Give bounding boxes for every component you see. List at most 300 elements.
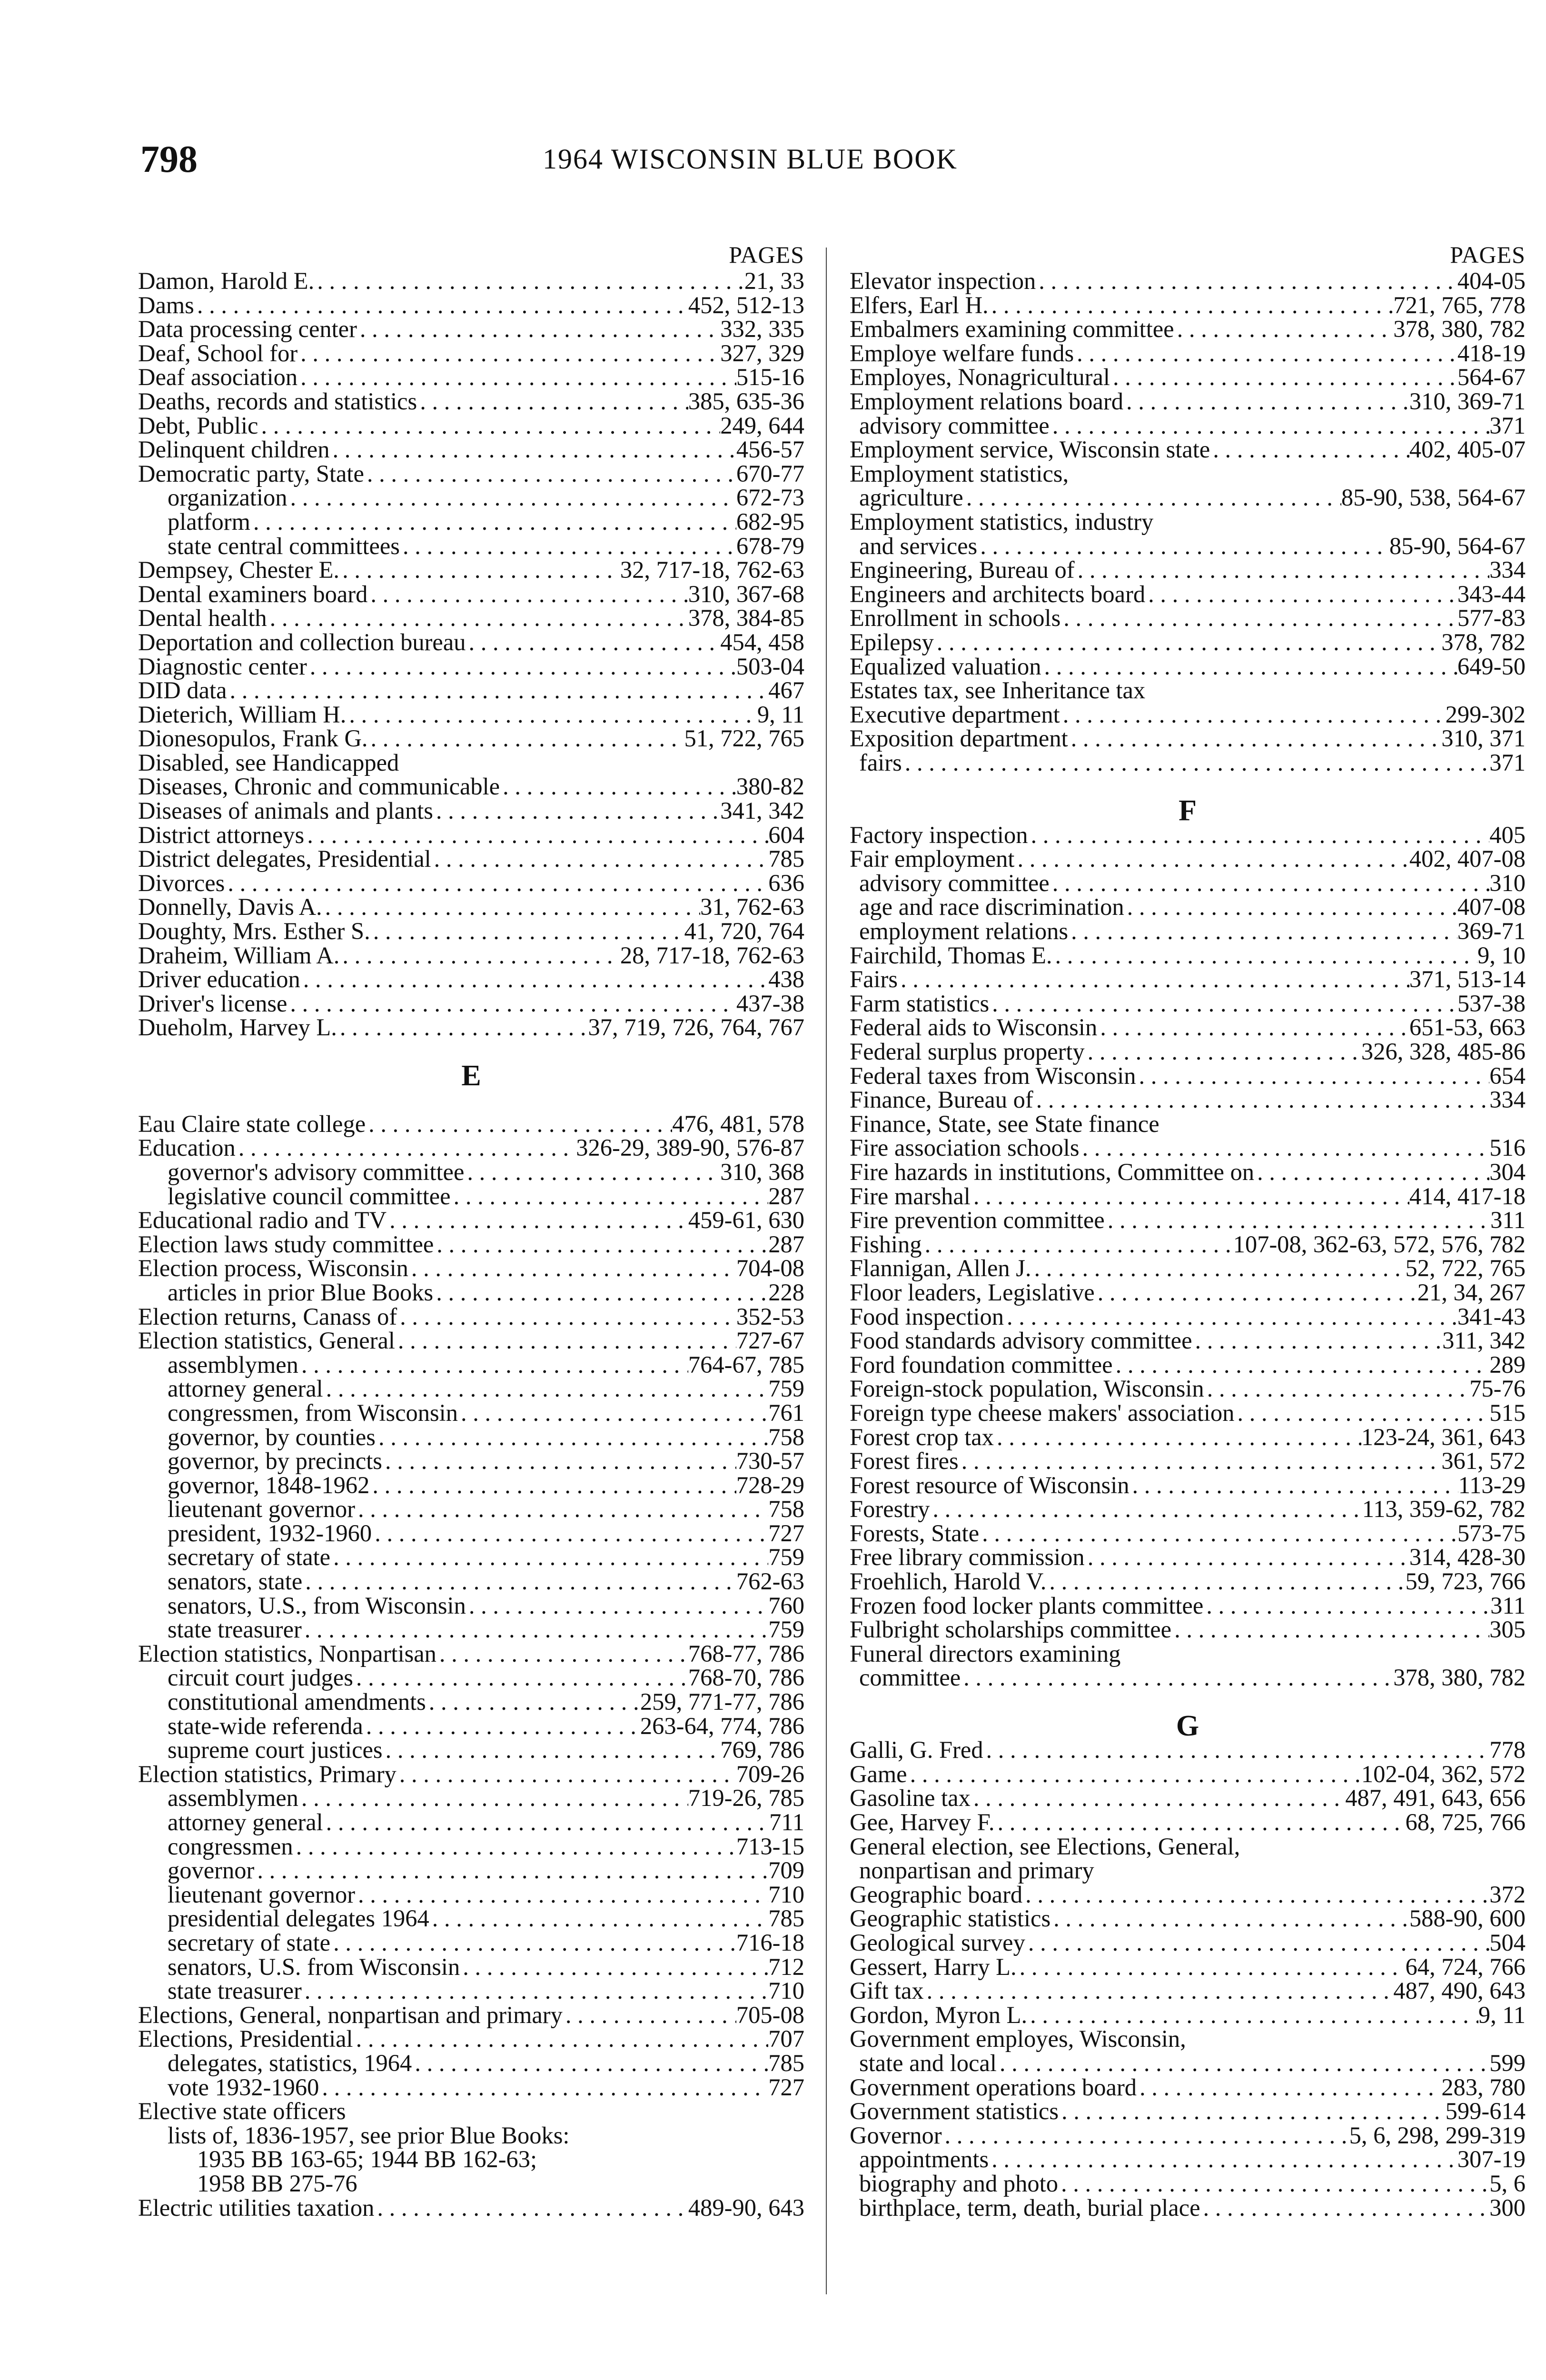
dot-leader: [989, 293, 1394, 317]
dot-leader: [997, 2051, 1489, 2075]
entry-pages: 489-90, 643: [688, 2194, 804, 2221]
entry-term: Educational radio and TV: [138, 1207, 387, 1234]
index-entry: [138, 630, 804, 654]
index-entry: [850, 1883, 1526, 1907]
dot-leader: [1137, 2075, 1441, 2100]
entry-pages: 454, 458: [720, 628, 804, 655]
entry-term: Employment relations board: [850, 387, 1124, 415]
index-entry: [138, 341, 804, 366]
entry-term: Fairchild, Thomas E.: [850, 942, 1052, 969]
entry-pages: 670-77: [736, 460, 804, 487]
entry-pages: 9, 10: [1477, 942, 1526, 969]
dot-leader: [924, 1979, 1394, 2003]
dot-leader: [412, 2051, 768, 2075]
entry-pages: 123-24, 361, 643: [1361, 1423, 1526, 1450]
index-entry: [138, 365, 804, 389]
dot-leader: [298, 1353, 688, 1377]
entry-term: articles in prior Blue Books: [168, 1279, 434, 1306]
dot-leader: [368, 726, 684, 751]
entry-term: Equalized valuation: [850, 653, 1041, 680]
entry-pages: 709: [768, 1857, 804, 1884]
index-entry: [138, 943, 804, 968]
entry-term: Funeral directors examining: [850, 1640, 1121, 1667]
index-entry: [138, 703, 804, 727]
pages-header: PAGES: [1450, 241, 1526, 268]
entry-pages: 52, 722, 765: [1405, 1255, 1526, 1282]
entry-term: Forest crop tax: [850, 1423, 994, 1450]
section-letter: F: [1179, 794, 1197, 827]
entry-term: Enrollment in schools: [850, 605, 1061, 632]
entry-term: Debt, Public: [138, 412, 258, 439]
index-entry: [138, 2003, 804, 2027]
index-entry: [138, 847, 804, 871]
dot-leader: [1036, 269, 1457, 293]
entry-term: Finance, State, see State finance: [850, 1110, 1160, 1137]
entry-pages: 341-43: [1457, 1303, 1526, 1330]
entry-term: Election laws study committee: [138, 1230, 434, 1258]
entry-pages: 287: [768, 1182, 804, 1210]
entry-term: Diseases of animals and plants: [138, 797, 433, 824]
entry-pages: 414, 417-18: [1409, 1182, 1526, 1210]
index-entry: [850, 1184, 1526, 1209]
dot-leader: [1210, 437, 1409, 462]
entry-pages: 437-38: [736, 990, 804, 1017]
entry-term: Electric utilities taxation: [138, 2194, 375, 2221]
dot-leader: [1124, 895, 1457, 919]
entry-term: Fire prevention committee: [850, 1207, 1105, 1234]
index-entry: [138, 895, 804, 919]
index-entry: [850, 293, 1526, 317]
entry-term: Finance, Bureau of: [850, 1086, 1033, 1113]
index-entry: [850, 1088, 1526, 1112]
entry-term: Governor: [850, 2122, 942, 2149]
entry-pages: 305: [1489, 1616, 1526, 1643]
entry-term: Dionesopulos, Frank G.: [138, 725, 368, 752]
entry-term: Election statistics, Nonpartisan: [138, 1640, 436, 1667]
index-entry: [138, 1906, 804, 1931]
dot-leader: [357, 317, 720, 341]
dot-leader: [1060, 703, 1446, 727]
entry-pages: 310, 367-68: [688, 580, 804, 607]
index-entry: [138, 582, 804, 606]
index-entry: [850, 2147, 1526, 2172]
index-entry: [138, 1305, 804, 1329]
index-entry: [850, 2099, 1526, 2123]
entry-term: Food standards advisory committee: [850, 1327, 1192, 1354]
dot-leader: [302, 1617, 768, 1642]
index-entry: [138, 1280, 804, 1305]
entry-pages: 456-57: [736, 436, 804, 463]
entry-term: nonpartisan and primary: [859, 1857, 1094, 1884]
entry-term: Diseases, Chronic and communicable: [138, 773, 500, 800]
entry-pages: 263-64, 774, 786: [640, 1712, 804, 1739]
entry-pages: 102-04, 362, 572: [1361, 1760, 1526, 1787]
entry-term: Dempsey, Chester E.: [138, 556, 340, 584]
entry-pages: 762-63: [736, 1568, 804, 1595]
dot-leader: [298, 1786, 688, 1810]
entry-term: Galli, G. Fred: [850, 1736, 983, 1764]
entry-pages: 769, 786: [720, 1736, 804, 1764]
entry-term: governor, by precincts: [168, 1448, 382, 1475]
dot-leader: [364, 462, 736, 486]
entry-term: Forestry: [850, 1496, 930, 1523]
index-entry: [850, 1064, 1526, 1088]
index-entry: [138, 1208, 804, 1232]
entry-term: assemblymen: [168, 1351, 298, 1378]
entry-term: Food inspection: [850, 1303, 1004, 1330]
entry-term: Gift tax: [850, 1977, 924, 2004]
entry-term: senators, U.S. from Wisconsin: [168, 1953, 460, 1980]
index-entry: [138, 1979, 804, 2003]
index-entry: [850, 1979, 1526, 2003]
entry-pages: 311: [1490, 1592, 1526, 1619]
entry-pages: 577-83: [1457, 605, 1526, 632]
index-entry: [850, 943, 1526, 968]
dot-leader: [339, 558, 620, 582]
dot-leader: [902, 751, 1490, 775]
entry-term: Exposition department: [850, 725, 1068, 752]
index-entry: [138, 2123, 804, 2148]
entry-pages: 588-90, 600: [1409, 1905, 1526, 1932]
index-entry: [138, 1136, 804, 1160]
index-entry: [850, 1931, 1526, 1955]
entry-pages: 764-67, 785: [688, 1351, 804, 1378]
index-entry: [138, 1690, 804, 1714]
entry-term: Flannigan, Allen J.: [850, 1255, 1031, 1282]
dot-leader: [396, 1762, 736, 1786]
entry-pages: 467: [768, 677, 804, 704]
index-entry: [138, 317, 804, 341]
entry-pages: 537-38: [1457, 990, 1526, 1017]
index-entry: [138, 1931, 804, 1955]
entry-pages: 32, 717-18, 762-63: [620, 556, 804, 584]
entry-pages: 228: [768, 1279, 804, 1306]
entry-pages: 352-53: [736, 1303, 804, 1330]
dot-leader: [994, 1425, 1361, 1449]
entry-term: Divorces: [138, 869, 225, 896]
entry-pages: 785: [768, 845, 804, 873]
entry-pages: 760: [768, 1592, 804, 1619]
dot-leader: [370, 919, 684, 943]
dot-leader: [297, 341, 720, 366]
entry-term: Foreign-stock population, Wisconsin: [850, 1375, 1204, 1402]
entry-term: age and race discrimination: [859, 893, 1124, 921]
index-entry: [850, 1666, 1526, 1690]
index-entry: [850, 751, 1526, 775]
entry-pages: 487, 490, 643: [1393, 1977, 1526, 2004]
index-entry: [850, 534, 1526, 558]
dot-leader: [330, 1545, 768, 1569]
index-entry: [850, 992, 1526, 1016]
entry-term: Government employes, Wisconsin,: [850, 2025, 1186, 2053]
dot-leader: [1058, 2172, 1489, 2196]
dot-leader: [1050, 1906, 1409, 1931]
dot-leader: [429, 1906, 769, 1931]
dot-leader: [307, 654, 736, 679]
dot-leader: [1068, 919, 1457, 943]
dot-leader: [1080, 1136, 1490, 1160]
entry-pages: 487, 491, 643, 656: [1345, 1785, 1526, 1812]
entry-pages: 371, 513-14: [1409, 966, 1526, 993]
entry-term: Election statistics, General: [138, 1327, 395, 1354]
dot-leader: [1068, 726, 1442, 751]
dot-leader: [989, 2147, 1457, 2172]
entry-term: DID data: [138, 677, 227, 704]
index-entry: [138, 1545, 804, 1569]
entry-pages: 649-50: [1457, 653, 1526, 680]
entry-pages: 334: [1489, 556, 1526, 584]
entry-term: Forest fires: [850, 1448, 959, 1475]
dot-leader: [971, 1184, 1409, 1209]
index-entry: [850, 1305, 1526, 1329]
dot-leader: [1052, 943, 1477, 968]
dot-leader: [372, 1521, 768, 1546]
index-entry: [850, 1160, 1526, 1184]
section-letter: G: [1176, 1709, 1199, 1742]
entry-term: Farm statistics: [850, 990, 990, 1017]
entry-pages: 759: [768, 1375, 804, 1402]
entry-term: Elections, Presidential: [138, 2025, 353, 2053]
entry-pages: 5, 6, 298, 299-319: [1349, 2122, 1526, 2149]
dot-leader: [330, 1931, 736, 1955]
entry-pages: 369-71: [1457, 918, 1526, 945]
dot-leader: [1097, 1015, 1409, 1040]
dot-leader: [1050, 871, 1490, 895]
entry-pages: 378, 380, 782: [1393, 316, 1526, 343]
index-entry: [850, 2172, 1526, 2196]
entry-term: governor's advisory committee: [168, 1158, 465, 1185]
entry-term: Factory inspection: [850, 821, 1028, 848]
entry-term: governor: [168, 1857, 255, 1884]
entry-pages: 283, 780: [1441, 2073, 1526, 2101]
dot-leader: [1033, 1088, 1490, 1112]
index-entry: [850, 967, 1526, 992]
entry-term: Geographic board: [850, 1881, 1023, 1908]
entry-term: Democratic party, State: [138, 460, 364, 487]
entry-term: Government statistics: [850, 2098, 1059, 2125]
dot-leader: [460, 1955, 768, 1979]
entry-term: Government operations board: [850, 2073, 1137, 2101]
dot-leader: [382, 1449, 736, 1473]
dot-leader: [1192, 1329, 1443, 1353]
dot-leader: [1085, 1040, 1361, 1064]
entry-pages: 730-57: [736, 1448, 804, 1475]
dot-leader: [434, 1232, 768, 1257]
dot-leader: [346, 703, 757, 727]
entry-term: Eau Claire state college: [138, 1110, 366, 1137]
index-entry: [850, 1858, 1526, 1883]
entry-term: Employment statistics, industry: [850, 508, 1154, 535]
dot-leader: [287, 486, 736, 510]
index-entry: [850, 1208, 1526, 1232]
dot-leader: [254, 1858, 768, 1883]
entry-term: Dental examiners board: [138, 580, 368, 607]
entry-pages: 310: [1489, 869, 1526, 896]
entry-term: Donnelly, Davis A.: [138, 893, 322, 921]
entry-term: fairs: [859, 749, 902, 776]
dot-leader: [367, 582, 688, 606]
dot-leader: [433, 799, 720, 823]
entry-term: Fire hazards in institutions, Committee on: [850, 1158, 1254, 1185]
index-column-right: [850, 240, 1526, 2220]
entry-pages: 310, 369-71: [1409, 387, 1526, 415]
index-entry: [138, 1256, 804, 1280]
entry-term: senators, U.S., from Wisconsin: [168, 1592, 466, 1619]
entry-pages: 721, 765, 778: [1393, 291, 1526, 318]
entry-term: Elevator inspection: [850, 268, 1036, 294]
index-entry: [850, 1401, 1526, 1425]
entry-term: Floor leaders, Legislative: [850, 1279, 1095, 1306]
entry-term: lieutenant governor: [168, 1496, 356, 1523]
dot-leader: [1059, 2099, 1446, 2123]
index-entry: [850, 2196, 1526, 2220]
dot-leader: [1025, 1931, 1489, 1955]
entry-pages: 759: [768, 1616, 804, 1643]
entry-pages: 727: [768, 1519, 804, 1547]
entry-term: platform: [168, 508, 250, 535]
entry-term: District attorneys: [138, 821, 305, 848]
entry-term: attorney general: [168, 1375, 323, 1402]
entry-pages: 759: [768, 1544, 804, 1571]
index-entry: [138, 1569, 804, 1594]
dot-leader: [374, 2196, 688, 2220]
index-entry: [138, 1594, 804, 1618]
entry-pages: 311, 342: [1442, 1327, 1526, 1354]
entry-term: Diagnostic center: [138, 653, 307, 680]
entry-term: Dental health: [138, 605, 267, 632]
entry-pages: 785: [768, 2049, 804, 2076]
entry-pages: 516: [1489, 1134, 1526, 1161]
index-entry: [850, 654, 1526, 679]
entry-term: Froehlich, Harold V.: [850, 1568, 1047, 1595]
dot-leader: [898, 967, 1409, 992]
index-entry: [138, 2051, 804, 2075]
entry-term: Forests, State: [850, 1519, 980, 1547]
entry-term: 1958 BB 275-76: [197, 2170, 357, 2197]
dot-leader: [959, 1449, 1442, 1473]
index-entry: [850, 1232, 1526, 1257]
entry-term: presidential delegates 1964: [168, 1905, 429, 1932]
index-entry: [850, 1112, 1526, 1136]
index-entry: [138, 1883, 804, 1907]
index-entry: [850, 630, 1526, 654]
entry-term: delegates, statistics, 1964: [168, 2049, 412, 2076]
index-entry: [138, 871, 804, 895]
entry-term: Deportation and collection bureau: [138, 628, 466, 655]
entry-term: state-wide referenda: [168, 1712, 363, 1739]
index-entry: [850, 895, 1526, 919]
dot-leader: [1234, 1401, 1489, 1425]
entry-term: Elective state officers: [138, 2098, 346, 2125]
index-entry: [138, 1232, 804, 1257]
index-entry: [138, 2196, 804, 2220]
entry-term: General election, see Elections, General,: [850, 1833, 1240, 1860]
entry-term: Fire marshal: [850, 1182, 971, 1210]
dot-leader: [977, 534, 1389, 558]
entry-pages: 334: [1489, 1086, 1526, 1113]
entry-term: lieutenant governor: [168, 1881, 356, 1908]
dot-leader: [466, 1594, 768, 1618]
entry-pages: 31, 762-63: [700, 893, 804, 921]
entry-pages: 371: [1489, 412, 1526, 439]
index-entry: [138, 654, 804, 679]
index-entry: [850, 1786, 1526, 1810]
entry-pages: 515: [1489, 1399, 1526, 1426]
entry-term: Ford foundation committee: [850, 1351, 1113, 1378]
entry-term: state and local: [859, 2049, 997, 2076]
index-entry: [850, 558, 1526, 582]
entry-term: Employes, Nonagricultural: [850, 364, 1110, 391]
dot-leader: [942, 2123, 1349, 2148]
index-entry: [138, 823, 804, 847]
entry-term: assemblymen: [168, 1785, 298, 1812]
entry-pages: 9, 11: [1478, 2001, 1526, 2028]
dot-leader: [1113, 1353, 1490, 1377]
entry-term: state central committees: [168, 532, 400, 559]
dot-leader: [1017, 1955, 1406, 1979]
index-entry: [138, 1666, 804, 1690]
dot-leader: [323, 1810, 769, 1835]
index-entry: [138, 437, 804, 462]
index-entry: [138, 2172, 804, 2196]
page-number: 798: [140, 139, 198, 180]
index-entry: [138, 919, 804, 943]
entry-pages: 378, 380, 782: [1393, 1664, 1526, 1691]
entry-term: Federal aids to Wisconsin: [850, 1014, 1098, 1041]
entry-pages: 418-19: [1457, 339, 1526, 367]
dot-leader: [979, 1521, 1457, 1546]
dot-leader: [329, 437, 736, 462]
dot-leader: [930, 1497, 1362, 1521]
entry-term: birthplace, term, death, burial place: [859, 2194, 1200, 2221]
dot-leader: [225, 871, 768, 895]
index-entry: [138, 774, 804, 799]
dot-leader: [1075, 558, 1490, 582]
dot-leader: [397, 1305, 736, 1329]
entry-term: Election process, Wisconsin: [138, 1255, 408, 1282]
entry-term: legislative council committee: [168, 1182, 451, 1210]
entry-pages: 21, 34, 267: [1417, 1279, 1526, 1306]
entry-pages: 299-302: [1445, 701, 1526, 728]
dot-leader: [426, 1690, 640, 1714]
entry-term: attorney general: [168, 1809, 323, 1835]
index-entry: [138, 1858, 804, 1883]
entry-pages: 707: [768, 2025, 804, 2053]
entry-term: Free library commission: [850, 1544, 1085, 1571]
dot-leader: [436, 1642, 688, 1666]
entry-term: District delegates, Presidential: [138, 845, 431, 873]
index-entry: [138, 462, 804, 486]
entry-term: Geological survey: [850, 1929, 1025, 1956]
column-divider: [826, 248, 827, 2294]
dot-leader: [1027, 2003, 1478, 2027]
index-entry: [138, 1835, 804, 1859]
dot-leader: [1014, 847, 1409, 871]
index-entry: [850, 462, 1526, 486]
index-entry: [138, 967, 804, 992]
entry-pages: 476, 481, 578: [672, 1110, 804, 1137]
entry-term: advisory committee: [859, 869, 1050, 896]
index-entry: [138, 1329, 804, 1353]
entry-pages: 636: [768, 869, 804, 896]
index-entry: [850, 1594, 1526, 1618]
entry-pages: 85-90, 564-67: [1389, 532, 1526, 559]
index-entry: [850, 389, 1526, 414]
entry-term: governor, 1848-1962: [168, 1471, 370, 1498]
entry-term: Fair employment: [850, 845, 1015, 873]
entry-term: Estates tax, see Inheritance tax: [850, 677, 1146, 704]
entry-pages: 709-26: [736, 1760, 804, 1787]
